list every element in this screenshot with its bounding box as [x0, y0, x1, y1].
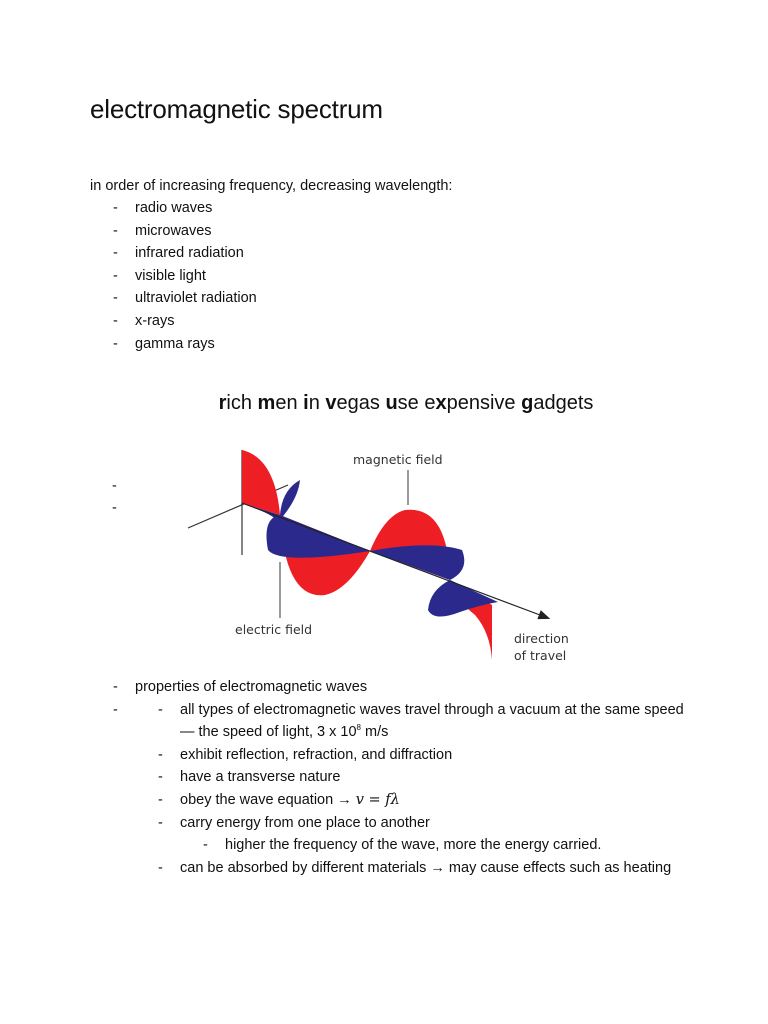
properties-sublist [180, 699, 695, 880]
mnemonic-rest: e [424, 392, 436, 414]
intro-text: in order of increasing frequency, decreasing wavelength: [90, 178, 453, 194]
em-wave-diagram [180, 440, 580, 670]
electric-field-label: electric field [235, 622, 313, 637]
spectrum-list [135, 197, 257, 355]
mnemonic-rest: en [275, 392, 298, 414]
mnemonic-rest: pensive [446, 392, 516, 414]
list-item: - ultraviolet radiation [135, 287, 257, 310]
magnetic-field-label: magnetic field [353, 452, 443, 467]
equation-text: obey the wave equation → [180, 791, 356, 808]
speed-exponent: 8 [356, 723, 361, 733]
mnemonic-initial: v [325, 392, 337, 414]
mnemonic-rest: egas [336, 392, 380, 414]
page-title: electromagnetic spectrum [90, 94, 383, 124]
list-item [180, 789, 695, 812]
properties-list [135, 676, 695, 879]
mnemonic-initial: x [435, 392, 447, 414]
list-item [180, 699, 695, 744]
direction-label: of travel [514, 648, 567, 663]
mnemonic-rest: n [308, 392, 320, 414]
mnemonic-initial: i [303, 392, 309, 414]
stray-dash: - [112, 500, 117, 516]
list-item: - radio waves [135, 197, 257, 220]
direction-label: direction [514, 631, 569, 646]
stray-dash: - [112, 478, 117, 494]
mnemonic [0, 392, 768, 415]
list-item: - have a transverse nature [180, 766, 695, 789]
mnemonic-initial: u [385, 392, 398, 414]
mnemonic-initial: r [218, 392, 227, 414]
mnemonic-initial: g [521, 392, 534, 414]
list-item: - microwaves [135, 220, 257, 243]
energy-sublist [225, 834, 695, 857]
properties-heading: - properties of electromagnetic waves [135, 676, 695, 699]
wave-equation: v = fλ [355, 791, 400, 808]
list-item [180, 812, 695, 857]
magnetic-wave-lobe [370, 545, 464, 580]
mnemonic-rest: se [397, 392, 419, 414]
magnetic-wave-lobe [267, 515, 371, 558]
speed-text: all types of electromagnetic waves travel through a vacuum at the same speed — the speed of light, 3 x 10 [180, 701, 684, 741]
list-item: - can be absorbed by different materials → may cause effects such as heating [180, 857, 695, 880]
list-item: - exhibit reflection, refraction, and diffraction [180, 744, 695, 767]
mnemonic-rest: adgets [533, 392, 594, 414]
mnemonic-initial: m [257, 392, 276, 414]
list-item: - x-rays [135, 310, 257, 333]
list-item: - infrared radiation [135, 242, 257, 265]
list-item: - visible light [135, 265, 257, 288]
energy-text: carry energy from one place to another [180, 814, 430, 831]
mnemonic-rest: ich [226, 392, 252, 414]
speed-unit: m/s [360, 724, 389, 741]
list-item: - higher the frequency of the wave, more the energy carried. [225, 834, 695, 857]
list-item: - gamma rays [135, 333, 257, 356]
